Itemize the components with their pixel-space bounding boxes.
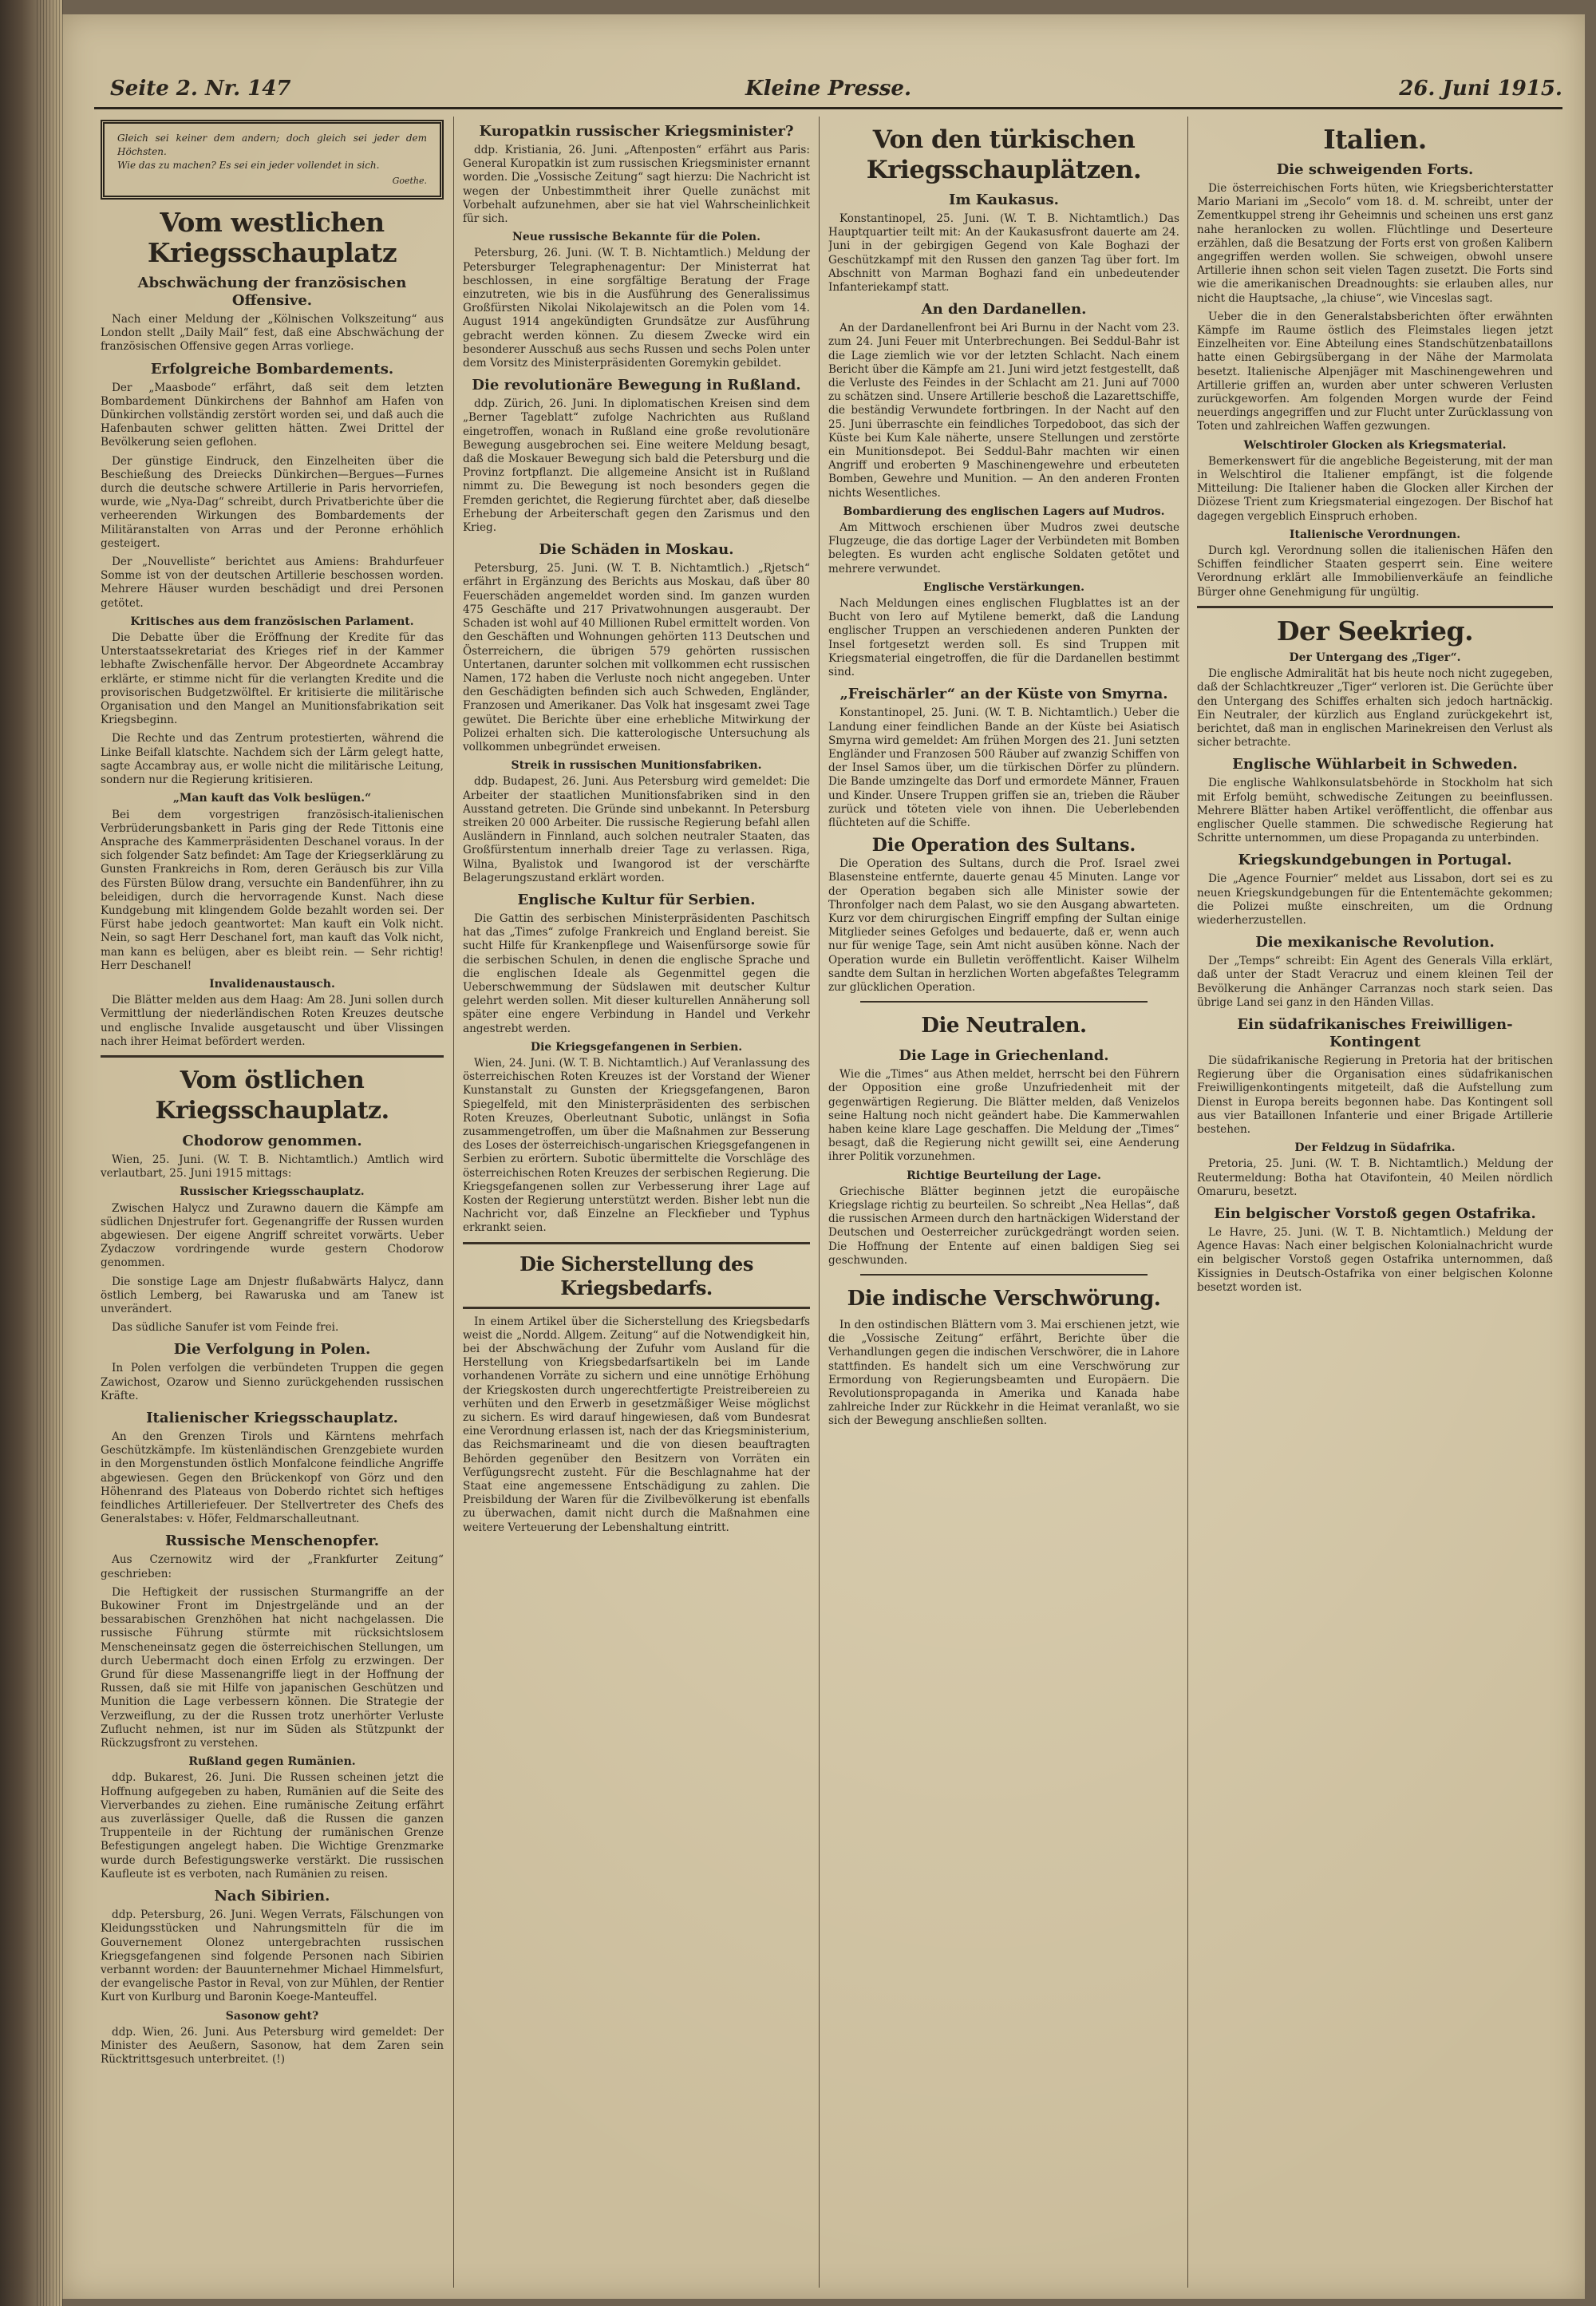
divider <box>101 1055 444 1058</box>
section-title: Rußland gegen Rumänien. <box>188 1755 356 1769</box>
book-binding <box>0 0 62 2306</box>
headline-neutrals: Die Neutralen. <box>921 1014 1087 1038</box>
newspaper-page <box>62 14 1585 2299</box>
goethe-quote-box <box>101 120 444 200</box>
paragraph: An der Dardanellenfront bei Ari Burnu in der Nacht vom 23. zum 24. Juni Feuer mit Unterbrechungen. Bei Seddul-Bahr ist die Lage ziemlich wie vor der letzten Schlacht. Nach einem Bericht über die Kämpfe am 21. Juni wird jetzt festgestellt, daß die Verluste des Feindes in der Schlacht am 21. Juni auf 7000 zu schätzen sind. Unsere Artillerie beschoß die Lazarettschiffe, die beständig Verwundete fortbringen. In der Nacht auf den 25. Juni überraschte ein feindliches Torpedoboot, das sich der Küste bei Kum Kale näherte, unsere Stellungen und zerstörte ein Munitionsdepot. Bei Seddul-Bahr machten wir einen Angriff und eroberten 9 Maschinengewehre und erbeuteten Bomben, Gewehre und Munition. — An den anderen Fronten nichts Wesentliches. <box>828 322 1179 500</box>
paragraph: An den Grenzen Tirols und Kärntens mehrfach Geschützkämpfe. Im küstenländischen Grenzgebiete wurden in den Morgenstunden östlich Monfalcone feindliche Angriffe abgewiesen. Gegen den Brückenkopf von Görz und den Höhenrand des Plateaus von Doberdo richtet sich heftiges feindliches Artilleriefeuer. Der Stellvertreter des Chefs des Generalstabes: v. Höfer, Feldmarschalleutnant. <box>101 1430 444 1526</box>
paragraph: Griechische Blätter beginnen jetzt die europäische Kriegslage richtig zu beurteilen. So schreibt „Nea Hellas“, daß die russischen Armeen durch den hartnäckigen Widerstand der Deutschen und Oesterreicher zurückgedrängt worden seien. Die Hoffnung der Entente auf einen baldigen Sieg sei geschwunden. <box>828 1185 1179 1267</box>
headline-indian-conspiracy: Die indische Verschwörung. <box>847 1287 1161 1311</box>
paragraph: Die Heftigkeit der russischen Sturmangriffe an der Bukowiner Front im Dnjestrgelände und an der bessarabischen Grenzhöhen hat nicht nachgelassen. Die russische Führung stürmte mit rücksichtslosem Menscheneinsatz gegen die österreichischen Stellungen, um durch Uebermacht doch einen Erfolg zu erzwingen. Der Grund für diese Massenangriffe liegt in der Hoffnung der Russen, daß sie mit Hilfe von japanischen Geschützen und Munition die Lage verbessern können. Die Strategie der Verzweiflung, zu der die Russen trotz unerhörter Verluste Zuflucht nehmen, ist nur im Süden als Stützpunkt der Rückzugsfront zu verstehen. <box>101 1585 444 1750</box>
paragraph: Wien, 25. Juni. (W. T. B. Nichtamtlich.) Amtlich wird verlautbart, 25. Juni 1915 mittags: <box>101 1153 444 1181</box>
section-title: Bombardierung des englischen Lagers auf Mudros. <box>843 504 1165 518</box>
subhead: Ein südafrikanisches Freiwilligen-Kontingent <box>1237 1015 1513 1050</box>
paragraph: Wien, 24. Juni. (W. T. B. Nichtamtlich.) Auf Veranlassung des österreichischen Roten Kreuzes ist der Vorstand der Wiener Kunstanstalt zu Gunsten der Kriegsgefangenen, Baron Spiegelfeld, mit den Ministerpräsidenten des serbischen Roten Kreuzes, Oberleutnant Subotic, unlängst in Sofia zusammengetroffen, um über die Maßnahmen zur Besserung des Loses der österreichisch-ungarischen Kriegsgefangenen in Serbien zu erörtern. Subotic übermittelte die Vorschläge des österreichischen Roten Kreuzes der serbischen Regierung. Die Kriegsgefangenen sollen zur Verbesserung ihrer Lage auf Kosten der Regierung unterstützt werden. Bisher lebt nun die Nachricht vor, daß Einzelne an Fleckfieber und Typhus erkrankt seien. <box>463 1056 810 1235</box>
paragraph: ddp. Bukarest, 26. Juni. Die Russen scheinen jetzt die Hoffnung aufgegeben zu haben, Rumänien auf die Seite des Vierverbandes zu ziehen. Eine rumänische Zeitung erfährt aus zuverlässiger Quelle, daß die Russen die ganzen Truppenteile in der Richtung der rumänischen Grenze Befestigungen angelegt haben. Die Wichtige Grenzmarke wurde durch Befestigungswerke verstärkt. Die russischen Kaufleute ist es verboten, nach Rumänien zu reisen. <box>101 1771 444 1881</box>
paragraph: ddp. Zürich, 26. Juni. In diplomatischen Kreisen sind dem „Berner Tageblatt“ zufolge Nachrichten aus Rußland eingetroffen, wonach in Rußland eine große revolutionäre Bewegung ausgebrochen sei. Eine weitere Meldung besagt, daß die Moskauer Bewegung sich bald die Petersburg und die Provinz fortpflanzt. Die allgemeine Ansicht ist in Rußland nimmt zu. Die Bewegung ist noch besonders gegen die Fremden gerichtet, die Regierung fürchtet aber, daß dieselbe Erhebung der Arbeiterschaft gegen den Zarismus und den Krieg. <box>463 398 810 535</box>
section-title: „Man kauft das Volk beslügen.“ <box>172 792 372 805</box>
paragraph: ddp. Wien, 26. Juni. Aus Petersburg wird gemeldet: Der Minister des Aeußern, Sasonow, hat dem Zaren sein Rücktrittsgesuch unterbreitet. (!) <box>101 2025 444 2067</box>
paragraph: Die Blätter melden aus dem Haag: Am 28. Juni sollen durch Vermittlung der niederländischen Roten Kreuzes deutsche und englische Invalide ausgetauscht und über Vlissingen nach ihrer Heimat befördert werden. <box>101 994 444 1048</box>
divider <box>860 1001 1148 1003</box>
subhead: „Freischärler“ an der Küste von Smyrna. <box>839 686 1168 703</box>
subhead: An den Dardanellen. <box>921 301 1087 318</box>
paragraph: Die Operation des Sultans, durch die Prof. Israel zwei Blasensteine entfernte, dauerte genau 45 Minuten. Lange vor der Operation begaben sich alle Minister sowie der Thronfolger nach dem Palast, wo sie den Ausgang abwarteten. Kurz vor dem chirurgischen Eingriff empfing der Sultan einige Mitglieder seines Gefolges und bedauerte, daß er, wenn auch nur für wenige Tage, sein Amt nicht ausüben könne. Nach der Operation wurde ein Bulletin veröffentlicht. Kaiser Wilhelm sandte dem Sultan in herzlichen Worten abgefaßtes Telegramm zur glücklichen Operation. <box>828 857 1179 994</box>
paragraph: Aus Czernowitz wird der „Frankfurter Zeitung“ geschrieben: <box>101 1553 444 1580</box>
paragraph: ddp. Petersburg, 26. Juni. Wegen Verrats, Fälschungen von Kleidungsstücken und Nahrungsmitteln für die im Gouvernement Olonez untergebrachten russischen Kriegsgefangenen sind folgende Personen nach Sibirien verbannt worden: der Bauunternehmer Michael Himmelsfurt, der evangelische Pastor in Reval, von zur Mühlen, der Rentier Kurt von Kurlburg und Baronin Koege-Manteuffel. <box>101 1908 444 2004</box>
article-title: Englische Kultur für Serbien. <box>517 891 756 908</box>
section-title: Invalidenaustausch. <box>209 977 335 991</box>
masthead: Kleine Presse. <box>745 77 912 101</box>
paragraph: Die österreichischen Forts hüten, wie Kriegsberichterstatter Mario Mariani im „Secolo“ vom 18. d. M. schreibt, unter der Zementkuppel streng ihr Geheimnis und scheinen uns erst ganz nahe heranlocken zu wollen. Flüchtlinge und Deserteure erzählen, daß die Besatzung der Forts erst von großen Kalibern angegriffen werden wollen. Sie schweigen, obwohl unsere Artillerie ihnen schon seit vielen Tagen zusetzt. Die Forts sind wie die amerikanischen Dreadnoughts: sie erlauben alles, nur nicht die Hauptsache, „la chiuse“, wie Vinceslas sagt. <box>1197 182 1553 305</box>
paragraph: ddp. Kristiania, 26. Juni. „Aftenposten“ erfährt aus Paris: General Kuropatkin ist zum russischen Kriegsminister ernannt worden. Die „Vossische Zeitung“ sagt hierzu: Die Nachricht ist wegen der Unbestimmtheit ihrer Quelle zunächst mit Vorbehalt aufzunehmen, aber sie hat viel Wahrscheinlichkeit für sich. <box>463 144 810 226</box>
subhead: Chodorow genommen. <box>182 1132 362 1149</box>
column-rule <box>1187 117 1188 2288</box>
paragraph: Die englische Wahlkonsulatsbehörde in Stockholm hat sich mit Erfolg bemüht, schwedische Zeitungen zu beeinflussen. Mehrere Blätter haben Artikel veröffentlicht, die offenbar aus englischer Quelle stammen. Die schwedische Regierung hat Schritte unternommen, um diese Propaganda zu unterbinden. <box>1197 777 1553 845</box>
divider <box>463 1242 810 1244</box>
paragraph: ddp. Budapest, 26. Juni. Aus Petersburg wird gemeldet: Die Arbeiter der staatlichen Munitionsfabriken sind in den Ausstand getreten. Die Gründe sind unbekannt. In Petersburg streiken 20 000 Arbeiter. Die russische Regierung befahl allen Ausländern in Finnland, auch solchen neutraler Staaten, das Großfürstentum innerhalb dreier Tage zu verlassen. Riga, Wilna, Byalistok und Iwangorod ist der verschärfte Belagerungszustand erklärt worden. <box>463 775 810 884</box>
column-3 <box>828 117 1179 2288</box>
paragraph: In einem Artikel über die Sicherstellung des Kriegsbedarfs weist die „Nordd. Allgem. Zeitung“ auf die Notwendigkeit hin, bei der Abschwächung der Zufuhr vom Ausland für die Herstellung von Kriegsbedarfsartikeln bei im Lande vorhandenen Vorräte zu sichern und eine unnötige Erhöhung der Kriegskosten durch ungerechtfertigte Preistreibereien zu verhüten und den Erwerb in gesetzmäßiger Weise möglichst zu sichern. Es wird darauf hingewiesen, daß vom Bundesrat eine Verordnung erlassen ist, nach der das Kriegsministerium, das Reichsmarineamt und die von diesen beauftragten Behörden gegenüber den Besitzern von Vorräten ein Verfügungsrecht zusteht. Für die Beschlagnahme hat der Staat eine angemessene Entschädigung zu zahlen. Die Preisbildung der Waren für die Zivilbevölkerung ist ebenfalls zu überwachen, damit nicht durch die Maßnahmen eine weitere Verteuerung der Lebenshaltung eintritt. <box>463 1315 810 1534</box>
article-title: Die revolutionäre Bewegung in Rußland. <box>472 377 801 394</box>
headline-turkish: Von den türkischen Kriegsschauplätzen. <box>866 125 1142 184</box>
column-4 <box>1197 117 1553 2288</box>
section-title: Sasonow geht? <box>225 2009 319 2023</box>
headline-west: Vom westlichen Kriegsschauplatz <box>147 207 397 268</box>
headline-italy: Italien. <box>1323 124 1427 155</box>
divider <box>1197 606 1553 608</box>
subhead: Italienischer Kriegsschauplatz. <box>146 1410 398 1426</box>
paragraph: Die Rechte und das Zentrum protestierten, während die Linke Beifall klatschte. Nachdem sich der Lärm gelegt hatte, sagte Accambray aus, er wolle nicht die militärische Leitung, sondern nur die Regierung kritisieren. <box>101 732 444 787</box>
subhead: Nach Sibirien. <box>214 1888 330 1905</box>
subhead: Ein belgischer Vorstoß gegen Ostafrika. <box>1214 1204 1536 1222</box>
quote-line: Wie das zu machen? Es sei ein jeder vollendet in sich. <box>117 160 380 171</box>
subhead: Die mexikanische Revolution. <box>1255 934 1495 951</box>
paragraph: Durch kgl. Verordnung sollen die italienischen Häfen den Schiffen feindlicher Staaten gesperrt sein. Eine weitere Verordnung erklärt alle Immobilienverkäufe an feindliche Bürger ohne Genehmigung für ungültig. <box>1197 544 1553 599</box>
article-title: Streik in russischen Munitionsfabriken. <box>511 759 762 773</box>
quote-author: Goethe. <box>392 176 427 186</box>
divider <box>860 1274 1148 1276</box>
page-header <box>94 77 1562 109</box>
column-1 <box>101 117 444 2288</box>
headline-naval-war: Der Seekrieg. <box>1276 615 1474 647</box>
paragraph: Die Gattin des serbischen Ministerpräsidenten Paschitsch hat das „Times“ zufolge Frankreich und England bereist. Sie sucht Hilfe für Krankenpflege und Waisenfürsorge sowie für die serbischen Schulen, in denen die englische Sprache und die englischen Ideale als Gegenmittel gegen die Ueberschwemmung der Südslawen mit deutscher Kultur gelehrt werden sollen. Mit dieser kulturellen Annäherung soll später eine engere Verbindung in Handel und Verkehr angestrebt werden. <box>463 912 810 1035</box>
paragraph: Zwischen Halycz und Zurawno dauern die Kämpfe am südlichen Dnjestrufer fort. Gegenangriffe der Russen wurden abgewiesen. Der eigene Angriff schreitet vorwärts. Ueber Zydaczow vordringende wurde gestern Chodorow genommen. <box>101 1201 444 1270</box>
subhead: Die Lage in Griechenland. <box>899 1047 1109 1065</box>
article-lead: Nach einer Meldung der „Kölnischen Volkszeitung“ aus London stellt „Daily Mail“ fest, daß eine Abschwächung der französischen Offensive gegen Arras vorliege. <box>101 313 444 354</box>
section-title: Russischer Kriegsschauplatz. <box>180 1185 365 1199</box>
section-title: Der Untergang des „Tiger“. <box>1289 651 1461 664</box>
subhead: Die schweigenden Forts. <box>1276 161 1474 178</box>
paragraph: Der „Nouvelliste“ berichtet aus Amiens: Brahdurfeuer Somme ist von der deutschen Artillerie beschossen worden. Mehrere Häuser wurden beschädigt und drei Personen getötet. <box>101 556 444 610</box>
column-rule <box>453 117 454 2288</box>
subhead: Englische Wühlarbeit in Schweden. <box>1232 756 1518 773</box>
divider <box>463 1307 810 1309</box>
subhead: Kriegskundgebungen in Portugal. <box>1238 852 1512 869</box>
subhead-west: Abschwächung der französischen Offensive. <box>137 275 407 309</box>
paragraph: Konstantinopel, 25. Juni. (W. T. B. Nichtamtlich.) Das Hauptquartier teilt mit: An der Kaukasusfront dauerte am 24. Juni in der gebirgigen Gegend von Kale Boghazi der Geschützkampf mit den Russen den ganzen Tag über fort. Im Abschnitt von Marman Boghazi fand ein unbedeutender Infanteriekampf statt. <box>828 212 1179 295</box>
subhead: Im Kaukasus. <box>949 192 1059 208</box>
issue-date: 26. Juni 1915. <box>1399 77 1562 101</box>
article-title: Die Schäden in Moskau. <box>539 541 734 559</box>
column-rule <box>819 117 820 2288</box>
paragraph: Der „Maasbode“ erfährt, daß seit dem letzten Bombardement Dünkirchens der Bahnhof am Hafen von Dünkirchen vollständig zerstört worden sei, und daß auch die Hafenbauten schwer gelitten hätten. Zwei Drittel der Bevölkerung seien geflohen. <box>101 381 444 449</box>
page-fold <box>62 0 63 2306</box>
paragraph: Konstantinopel, 25. Juni. (W. T. B. Nichtamtlich.) Ueber die Landung einer feindlichen Bande an der Küste bei Asiatisch Smyrna wird gemeldet: Am frühen Morgen des 21. Juni setzten Engländer und Franzosen 500 Räuber auf zwanzig Schiffen von der Insel Samos über, um die türkischen Dörfer zu plündern. Die Bande umzingelte das Dorf und ermordete Männer, Frauen und Kinder. Unsere Truppen griffen sie an, trieben die Räuber zurück und töteten viele von ihnen. Die Ueberlebenden flüchteten auf die Schiffe. <box>828 706 1179 829</box>
paragraph: In Polen verfolgen die verbündeten Truppen die gegen Zawichost, Ozarow und Sienno zurückgehenden russischen Kräfte. <box>101 1362 444 1402</box>
page-number: Seite 2. Nr. 147 <box>110 77 291 101</box>
section-title: Richtige Beurteilung der Lage. <box>907 1169 1101 1182</box>
paragraph: Le Havre, 25. Juni. (W. T. B. Nichtamtlich.) Meldung der Agence Havas: Nach einer belgischen Kolonialnachricht wurde ein belgischer Vorstoß gegen Ostafrika unternommen, daß Kissignies in Deutsch-Ostafrika von einer belgischen Kolonne besetzt worden ist. <box>1197 1225 1553 1294</box>
paragraph: Die englische Admiralität hat bis heute noch nicht zugegeben, daß der Schlachtkreuzer „Tiger“ verloren ist. Die Gerüchte über den Untergang des Schiffes erhalten sich jedoch hartnäckig. Ein Neutraler, der kürzlich aus England zurückgekehrt ist, berichtet, daß man in englischen Marinekreisen den Verlust als sicher betrachte. <box>1197 667 1553 750</box>
paragraph: Wie die „Times“ aus Athen meldet, herrscht bei den Führern der Opposition eine große Unzufriedenheit mit der gegenwärtigen Regierung. Die Blätter melden, daß Venizelos seine Haltung noch nicht geändert habe. Die Kammerwahlen haben keine klare Lage geschaffen. Die Meldung der „Times“ besagt, daß die Regierung nicht gewillt sei, eine Aenderung ihrer Politik vorzunehmen. <box>828 1068 1179 1164</box>
paragraph: Bemerkenswert für die angebliche Begeisterung, mit der man in Welschtirol die Italiener empfängt, ist die folgende Mitteilung: Die Italiener haben die Glocken aller Kirchen der Diözese Trient zum Kriegsmaterial eingezogen. Der Bischof hat dagegen vergeblich Einspruch erhoben. <box>1197 454 1553 523</box>
paragraph: Nach Meldungen eines englischen Flugblattes ist an der Bucht von Iero auf Mytilene bemerkt, daß die Landung englischer Truppen an verschiedenen anderen Punkten der Insel fortgesetzt werden soll. Es sind Truppen mit Kriegsmaterial eingetroffen, die für die Dardanellen bestimmt sind. <box>828 597 1179 679</box>
paragraph: Die Debatte über die Eröffnung der Kredite für das Unterstaatssekretariat des Krieges rief in der Kammer lebhafte Zwischenfälle hervor. Der Abgeordnete Accambray erklärte, er stimme nicht für die verlangten Kredite und die provisorischen Budgetzwölftel. Er kritisierte die militärische Organisation und den Mangel an Munitionsfabrikation seit Kriegsbeginn. <box>101 631 444 727</box>
paragraph: Der günstige Eindruck, den Einzelheiten über die Beschießung des Dreiecks Dünkirchen—Bergues—Furnes durch die deutsche schwere Artillerie in Paris hervorriefen, wurde, wie „Nya-Dag“ schreibt, durch Privatberichte über die verheerenden Wirkungen des Bombardements der Militäranstalten von Arras und der Peronne erhöhlich gesteigert. <box>101 454 444 550</box>
paragraph: Petersburg, 25. Juni. (W. T. B. Nichtamtlich.) „Rjetsch“ erfährt in Ergänzung des Berichts aus Moskau, daß über 80 Feuerschäden angemeldet worden sind. Im ganzen wurden 475 Geschäfte und 217 Privatwohnungen ausgeraubt. Der Schaden ist wohl auf 40 Millionen Rubel ermittelt worden. Von den Geschäften und Wohnungen gehörten 113 Deutschen und Österreichern, die übrigen 579 gehörten russischen Untertanen, darunter solchen mit vollkommen echt russischen Namen, 172 haben die Verluste noch nicht angegeben. Unter den Geschädigten befinden sich auch Schweden, Engländer, Franzosen und Amerikaner. Das Volk hat insgesamt zwei Tage gewütet. Die Berichte über eine erhebliche Mitwirkung der Polizei erhalten sich. Die katterologische Untersuchung als vollkommen unbegründet erweisen. <box>463 562 810 754</box>
article-title: Neue russische Bekannte für die Polen. <box>512 231 760 244</box>
subhead: Die Verfolgung in Polen. <box>173 1341 371 1359</box>
paragraph: Die „Agence Fournier“ meldet aus Lissabon, dort sei es zu neuen Kriegskundgebungen für die Ententemächte gekommen; die Polizei mußte einschreiten, um die Ordnung wiederherzustellen. <box>1197 872 1553 927</box>
section-title: Welschtiroler Glocken als Kriegsmaterial. <box>1243 438 1507 452</box>
quote-line: Gleich sei keiner dem andern; doch gleich sei jeder dem Höchsten. <box>117 133 427 157</box>
section-title: Italienische Verordnungen. <box>1289 528 1461 541</box>
section-title: Kritisches aus dem französischen Parlament. <box>130 615 414 628</box>
paragraph: Das südliche Sanufer ist vom Feinde frei. <box>112 1321 339 1335</box>
section-title: Erfolgreiche Bombardements. <box>150 360 394 378</box>
paragraph: Ueber die in den Generalstabsberichten öfter erwähnten Kämpfe im Raume östlich des Fleimstales liegen jetzt Einzelheiten vor. Eine Abteilung eines Standschützenbataillons hatte einen Gebirgsübergang in der Nähe der Marmolata besetzt. Italienische Alpenjäger mit Maschinengewehren und Artillerie griffen an, wurden aber unter schweren Verlusten zurückgeworfen. Am folgenden Morgen wurde der Feind neuerdings angegriffen und zur Flucht unter Zurücklassung von Toten und zahlreichen Waffen gezwungen. <box>1197 310 1553 433</box>
article-title: Die Kriegsgefangenen in Serbien. <box>530 1040 743 1054</box>
page-edges <box>37 0 61 2306</box>
subhead: Die Operation des Sultans. <box>871 835 1136 856</box>
headline-kriegsbedarf: Die Sicherstellung des Kriegsbedarfs. <box>519 1252 753 1299</box>
paragraph: Bei dem vorgestrigen französisch-italienischen Verbrüderungsbankett in Paris ging der Rede Tittonis eine Ansprache des Kammerpräsidenten Deschanel voraus. In der sich folgender Satz befindet: Am Tage der Kriegserklärung zu Gunsten Frankreichs in Rom, deren Geräusch bis zur Villa des Fürsten Bülow drang, versuchte ein Bandenführer, ihn zu beleidigen, durch die hervorragende Kunst. Nach diese Kundgebung mit klingendem Golde bezahlt worden sei. Der Fürst habe jedoch geantwortet: Man kauft ein Volk nicht. Nein, so sagt Herr Deschanel fort, man kauft das Volk nicht, man kann es belügen, aber es bleibt rein. — Sehr richtig! Herr Deschanel! <box>101 808 444 972</box>
section-title: Der Feldzug in Südafrika. <box>1294 1141 1456 1155</box>
paragraph: Pretoria, 25. Juni. (W. T. B. Nichtamtlich.) Meldung der Reutermeldung: Botha hat Otavifontein, 40 Meilen nördlich Omaruru, besetzt. <box>1197 1157 1553 1198</box>
article-title: Kuropatkin russischer Kriegsminister? <box>479 123 794 140</box>
headline-east: Vom östlichen Kriegsschauplatz. <box>155 1066 389 1125</box>
column-2 <box>463 117 810 2288</box>
paragraph: Petersburg, 26. Juni. (W. T. B. Nichtamtlich.) Meldung der Petersburger Telegraphenagentur: Der Ministerrat hat beschlossen, in eine sorgfältige Beratung der Frage einzutreten, wie bis in die Ausführung des Generalissimus Großfürsten Nikolai Nikolajewitsch an die Polen vom 14. August 1914 angekündigten Grundsätze zur Ausführung gebracht werden können. Zu diesem Zwecke wird ein besonderer Ausschuß aus sechs Russen und sechs Polen unter dem Vorsitz des Ministerpräsidenten Goremykin gebildet. <box>463 247 810 370</box>
paragraph: Die sonstige Lage am Dnjestr flußabwärts Halycz, dann östlich Lemberg, bei Rawaruska und am Tanew ist unverändert. <box>101 1275 444 1315</box>
paragraph: In den ostindischen Blättern vom 3. Mai erschienen jetzt, wie die „Vossische Zeitung“ erfährt, Berichte über die Verhandlungen gegen die indischen Verschwörer, die in Lahore stattfinden. Es handelt sich um eine Verschwörung zur Ermordung von Regierungsbeamten und Europäern. Die Revolutionspropaganda in Amerika und Kanada habe zahlreiche Inder zur Rückkehr in die Heimat veranlaßt, wo sie sich der Bewegung anschließen sollten. <box>828 1319 1179 1428</box>
paragraph: Die südafrikanische Regierung in Pretoria hat der britischen Regierung über die Organisation eines südafrikanischen Freiwilligenkontingents mitgeteilt, daß die Aufstellung zum Dienst in Europa bereits begonnen habe. Das Kontingent soll aus vier Bataillonen Infanterie und einer Brigade Artillerie bestehen. <box>1197 1054 1553 1136</box>
section-title: Englische Verstärkungen. <box>922 580 1085 594</box>
paragraph: Der „Temps“ schreibt: Ein Agent des Generals Villa erklärt, daß unter der Stadt Veracruz und einem kleinen Teil der Bevölkerung die Anhänger Carranzas noch stark seien. Das übrige Land sei ganz in den Händen Villas. <box>1197 955 1553 1009</box>
paragraph: Am Mittwoch erschienen über Mudros zwei deutsche Flugzeuge, die das dortige Lager der Verbündeten mit Bomben belegten. Es wurden acht englische Soldaten getötet und mehrere verwundet. <box>828 521 1179 576</box>
subhead: Russische Menschenopfer. <box>164 1533 380 1550</box>
